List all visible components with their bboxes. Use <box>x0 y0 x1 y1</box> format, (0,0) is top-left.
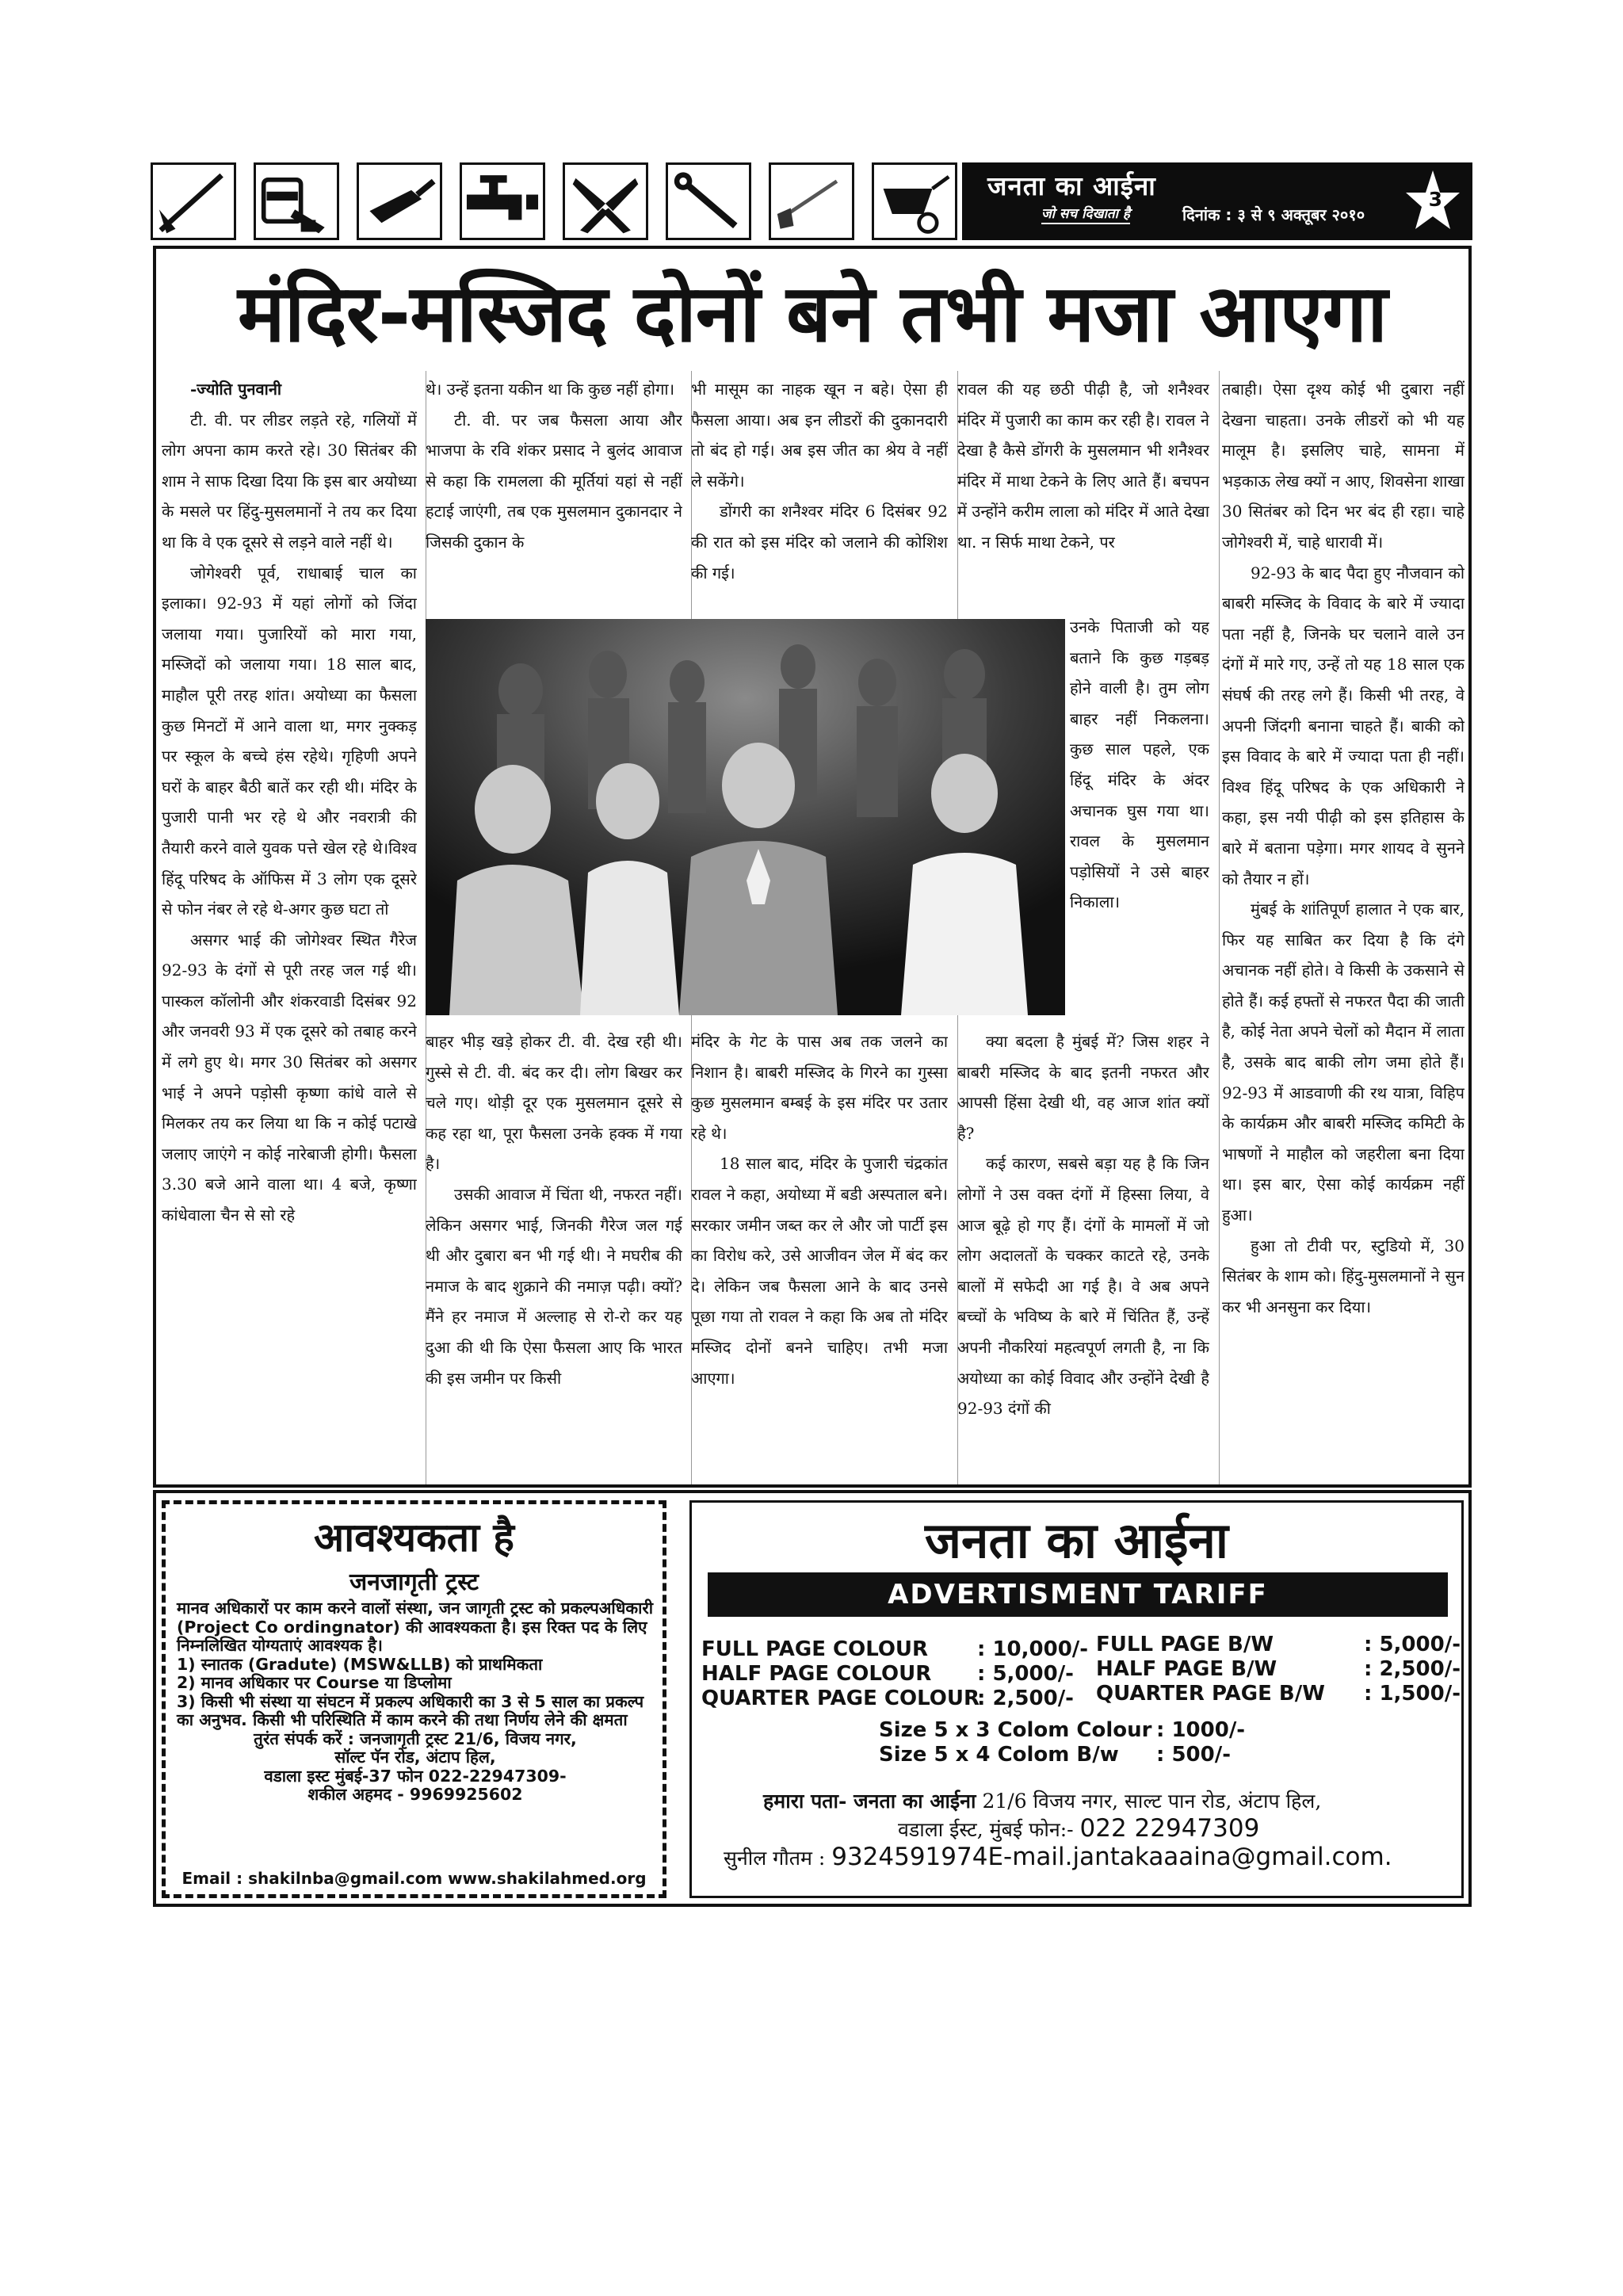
paragraph: रावल की यह छठी पीढ़ी है, जो शनैश्वर मंदिर में पुजारी का काम कर रही है। रावल ने देखा है कैसे डोंगरी के मुसलमान भी शनैश्वर मंदिर में माथा टेकने के लिए आते हैं। बचपन में उन्होंने करीम लाला को मंदिर में आते देखा था. न सिर्फ माथा टेकने, पर <box>957 380 1209 552</box>
paragraph: असगर भाई की जोगेश्वर स्थित गैरेज 92-93 के दंगों से पूरी तरह जल गई थी। पास्कल कॉलोनी और शंकरवाडी दिसंबर 92 और जनवरी 93 में एक दूसरे को तबाह करने में लगे हुए थे। मगर 30 सितंबर को असगर भाई ने अपने पड़ोसी कृष्णा कांधे वाले से मिलकर तय कर लिया था कि न कोई पटाखे जलाए जाएंगे न कोई नारेबाजी होगी। फैसला 3.30 बजे आने वाला था। 4 बजे, कृष्णा कांधेवाला चैन से सो रहे <box>162 930 417 1225</box>
paragraph: भी मासूम का नाहक खून न बहे। ऐसा ही फैसला आया। अब इन लीडरों की दुकानदारी तो बंद हो गई। अब इस जीत का श्रेय वे नहीं ले सकेंगे। <box>691 380 948 491</box>
tariff-row <box>701 1662 1098 1687</box>
tariff-address <box>724 1788 1437 1872</box>
paragraph: टी. वी. पर लीडर लड़ते रहे, गलियों में लोग अपना काम करते रहे। 30 सितंबर की शाम ने साफ दिखा दिया कि इस बार अयोध्या के मसले पर हिंदु-मुसलमानों ने तय कर दिया था कि वे एक दूसरे से लड़ने वाले नहीं थे। <box>162 410 417 552</box>
tariff-name: QUARTER PAGE B/W <box>1096 1682 1325 1706</box>
article-column-2-bottom <box>426 1026 682 1484</box>
tariff-colour-rates <box>701 1637 1098 1711</box>
tariff-row <box>879 1718 1291 1743</box>
article-column-4-bottom <box>957 1026 1209 1484</box>
vacancy-contact: वडाला इस्ट मुंबई-37 फोन 022-22947309- <box>264 1766 567 1786</box>
vacancy-email: Email : shakilnba@gmail.com www.shakilahmed.org <box>181 1869 647 1888</box>
tariff-price: : 1000/- <box>1156 1718 1246 1742</box>
tariff-name: Size 5 x 4 Colom B/w <box>879 1743 1119 1767</box>
hoe-icon <box>151 162 236 240</box>
vacancy-body <box>177 1599 654 1805</box>
vacancy-requirement: 1) स्नातक (Gradute) (MSW&LLB) को प्राथमिकता <box>177 1654 543 1674</box>
article-column-4-top <box>957 374 1209 612</box>
vacancy-requirement: 2) मानव अधिकार पर Course या डिप्लोमा <box>177 1673 452 1692</box>
vacancy-contact: तुरंत संपर्क करें : जनजागृती ट्रस्ट 21/6, विजय नगर, <box>254 1729 577 1748</box>
wheelbarrow-icon <box>872 162 957 240</box>
issue-date: दिनांक : ३ से ९ अक्तूबर २०१० <box>1182 205 1365 224</box>
byline: -ज्योति पुनवानी <box>190 380 282 399</box>
article-photo <box>426 619 1065 1015</box>
tariff-price: : 1,500/- <box>1364 1682 1461 1706</box>
article-column-3-bottom <box>691 1026 948 1484</box>
tariff-banner: ADVERTISMENT TARIFF <box>708 1572 1448 1617</box>
vacancy-title: आवश्यकता है <box>314 1515 514 1561</box>
address-text: 21/6 विजय नगर, साल्ट पान रोड, अंटाप हिल, <box>976 1790 1322 1813</box>
tariff-size-rates <box>879 1718 1291 1767</box>
tariff-name: FULL PAGE B/W <box>1096 1633 1274 1656</box>
paragraph: मंदिर के गेट के पास अब तक जलने का निशान है। बाबरी मस्जिद के गिरने का गुस्सा कुछ मुसलमान बम्बई के इस मंदिर पर उतार रहे थे। <box>691 1032 948 1143</box>
paragraph: उनके पिताजी को यह बताने कि कुछ गड़बड़ होने वाली है। तुम लोग बाहर नहीं निकलना। कुछ साल पहले, एक हिंदू मंदिर के अंदर अचानक घुस गया था। रावल के मुसलमान पड़ोसियों ने उसे बाहर निकाला। <box>1070 617 1209 912</box>
column-rule <box>1219 371 1220 1484</box>
article-column-2-top <box>426 374 682 612</box>
tariff-row <box>1096 1633 1461 1657</box>
vacancy-intro: मानव अधिकारों पर काम करने वालों संस्था, जन जागृती ट्रस्ट को प्रकल्पअधिकारी (Project Co ordingnator) की आवश्यकता है। इस रिक्त पद के लिए निम्नलिखित योग्यताएं आवश्यक है। <box>177 1599 654 1655</box>
tariff-row <box>701 1687 1098 1711</box>
brand-title: जनता का आईना <box>987 170 1156 201</box>
paragraph: बाहर भीड़ खड़े होकर टी. वी. देख रही थी। गुस्से से टी. वी. बंद कर दी। लोग बिखर कर चले गए। थोड़ी दूर एक मुसलमान दूसरे से कह रहा था, पूरा फैसला उनके हक्क में गया है। <box>426 1032 682 1174</box>
paragraph: तबाही। ऐसा दृश्य कोई भी दुबारा नहीं देखना चाहता। उनके लीडरों को भी यह मालूम है। इसलिए चाहे, सामना में भड़काऊ लेख क्यों न आए, शिवसेना शाखा 30 सितंबर को दिन भर बंद ही रहा। चाहे जोगेश्वरी में, चाहे धारावी में। <box>1222 380 1465 552</box>
article-column-5 <box>1222 374 1465 1484</box>
vacancy-contact: सॉल्ट पॅन रोड, अंटाप हिल, <box>334 1748 496 1767</box>
tariff-bw-rates <box>1096 1633 1461 1706</box>
paragraph: उसकी आवाज में चिंता थी, नफरत नहीं। लेकिन असगर भाई, जिनकी गैरेज जल गई थी और दुबारा बन भी गई थी। ने मघरीब की नमाज के बाद शुक्राने की नमाज़ पढ़ी। क्यों? मैंने हर नमाज में अल्लाह से रो-रो कर यह दुआ की थी कि ऐसा फैसला आए कि भारत की इस जमीन पर किसी <box>426 1184 682 1388</box>
contact-details: 9324591974E-mail.jantakaaaina@gmail.com. <box>831 1843 1392 1871</box>
address-line: वडाला ईस्ट, मुंबई फोन:- <box>898 1818 1080 1841</box>
tariff-name: FULL PAGE COLOUR <box>701 1637 929 1661</box>
address-label: हमारा पता- जनता का आईना <box>763 1790 976 1813</box>
tariff-name: Size 5 x 3 Colom Colour <box>879 1718 1152 1742</box>
tariff-price: : 2,500/- <box>1364 1657 1461 1681</box>
water-tap-icon <box>460 162 545 240</box>
tariff-name: HALF PAGE B/W <box>1096 1657 1277 1681</box>
wrench-icon <box>666 162 751 240</box>
tariff-row <box>701 1637 1098 1662</box>
paragraph: टी. वी. पर जब फैसला आया और भाजपा के रवि शंकर प्रसाद ने बुलंद आवाज से कहा कि रामलला की मूर्तियां यहां से नहीं हटाई जाएंगी, तब एक मुसलमान दुकानदार ने जिसकी दुकान के <box>426 410 682 552</box>
paragraph: मुंबई के शांतिपूर्ण हालात ने एक बार, फिर यह साबित कर दिया है कि दंगे अचानक नहीं होते। वे किसी के उकसाने से होते हैं। कई हफ्तों से नफरत पैदा की जाती है, कोई नेता अपने चेलों को मैदान में लाता है, उसके बाद बाकी लोग जमा होते हैं। 92-93 में आडवाणी की रथ यात्रा, विहिप के कार्यक्रम और बाबरी मस्जिद कमिटी के भाषणों ने माहौल को जहरीला बना दिया था। इस बार, ऐसा कोई कार्यक्रम नहीं हुआ। <box>1222 900 1465 1225</box>
brand-tagline: जो सच दिखाता है <box>1041 204 1130 224</box>
tariff-ad <box>689 1500 1464 1898</box>
tariff-price: : 5,000/- <box>977 1662 1074 1686</box>
tariff-price: : 10,000/- <box>977 1637 1089 1661</box>
paint-bucket-icon <box>254 162 339 240</box>
vacancy-requirement: 3) किसी भी संस्था या संघटन में प्रकल्प अधिकारी का 3 से 5 साल का प्रकल्प का अनुभव. किसी भी परिस्थिति में काम करने की तथा निर्णय लेने की क्षमता <box>177 1691 644 1729</box>
paragraph: डोंगरी का शनैश्वर मंदिर 6 दिसंबर 92 की रात को इस मंदिर को जलाने की कोशिश की गई। <box>691 502 948 583</box>
paragraph: क्या बदला है मुंबई में? जिस शहर ने बाबरी मस्जिद के बाद इतनी नफरत और आपसी हिंसा देखी थी, वह आज शांत क्यों है? <box>957 1032 1209 1143</box>
page-number: 3 <box>1428 188 1442 211</box>
paragraph: हुआ तो टीवी पर, स्टुडियो में, 30 सितंबर के शाम को। हिंदु-मुसलमानों ने सुन कर भी अनसुना कर दिया। <box>1222 1236 1465 1316</box>
tariff-price: : 5,000/- <box>1364 1633 1461 1656</box>
tariff-name: QUARTER PAGE COLOUR <box>701 1687 980 1710</box>
tariff-title: जनता का आईना <box>925 1511 1228 1569</box>
vacancy-ad <box>162 1500 666 1898</box>
vacancy-org: जनजागृती ट्रस्ट <box>349 1568 479 1596</box>
contact-name: सुनील गौतम : <box>724 1847 832 1870</box>
article-column-1 <box>162 374 417 1484</box>
phone-number: 022 22947309 <box>1079 1814 1260 1843</box>
pliers-icon <box>563 162 648 240</box>
tariff-row <box>879 1743 1291 1767</box>
tariff-row <box>1096 1682 1461 1706</box>
vacancy-contact: शकील अहमद - 9969925602 <box>307 1785 523 1804</box>
trowel-icon <box>357 162 442 240</box>
paragraph: जोगेश्वरी पूर्व, राधाबाई चाल का इलाका। 92-93 में यहां लोगों को जिंदा जलाया गया। पुजारियों को मारा गया, मस्जिदों को जलाया गया। 18 साल बाद, माहौल पूरी तरह शांत। अयोध्या का फैसला कुछ मिनटों में आने वाला था, मगर नुक्कड़ पर स्कूल के बच्चे हंस रहेथे। गृहिणी अपने घरों के बाहर बैठी बातें कर रही थी। मंदिर के पुजारी पानी भर रहे थे और नवरात्री की तैयारी करने वाले युवक पत्ते खेल रहे थे।विश्व हिंदू परिषद के ऑफिस में 3 लोग एक दूसरे से फोन नंबर ले रहे थे-अगर कुछ घटा तो <box>162 563 417 919</box>
headline: मंदिर-मस्जिद दोनों बने तभी मजा आएगा <box>238 267 1387 360</box>
paragraph: थे। उन्हें इतना यकीन था कि कुछ नहीं होगा। <box>426 380 675 399</box>
brand-box <box>962 162 1472 240</box>
paragraph: 18 साल बाद, मंदिर के पुजारी चंद्रकांत रावल ने कहा, अयोध्या में बडी अस्पताल बने। सरकार जमीन जब्त कर ले और जो पार्टी इस का विरोध करे, उसे आजीवन जेल में बंद कर दे। लेकिन जब फैसला आने के बाद उनसे पूछा गया तो रावल ने कहा कि अब तो मंदिर मस्जिद दोनों बनने चाहिए। तभी मजा आएगा। <box>691 1154 948 1388</box>
article-column-4-wrap <box>1070 612 1209 1024</box>
article-column-3-top <box>691 374 948 612</box>
paragraph: 92-93 के बाद पैदा हुए नौजवान को बाबरी मस्जिद के विवाद के बारे में ज्यादा पता नहीं है, जिनके घर चलाने वाले उन दंगों में मारे गए, उन्हें तो यह 18 साल एक संघर्ष की तरह लगे हैं। किसी भी तरह, वे अपनी जिंदगी बनाना चाहते हैं। बाकी को इस विवाद के बारे में ज्यादा पता ही नहीं। विश्व हिंदू परिषद के एक अधिकारी ने कहा, इस नयी पीढ़ी को इस इतिहास के बारे में बताना पड़ेगा। मगर शायद वे सुनने को तैयार न हों। <box>1222 563 1465 888</box>
tariff-price: : 2,500/- <box>977 1687 1074 1710</box>
masthead <box>151 162 1472 240</box>
tariff-price: : 500/- <box>1156 1743 1232 1767</box>
paragraph: कई कारण, सबसे बड़ा यह है कि जिन लोगों ने उस वक्त दंगों में हिस्सा लिया, वे आज बूढ़े हो गए हैं। दंगों के मामलों में जो लोग अदालतों के चक्कर काटते रहे, उनके बालों में सफेदी आ गई है। वे अब अपने बच्चों के भविष्य के बारे में चिंतित हैं, उन्हें अपनी नौकरियां महत्वपूर्ण लगती है, ना कि अयोध्या का कोई विवाद और उन्होंने देखी है 92-93 दंगों की <box>957 1154 1209 1419</box>
tariff-row <box>1096 1657 1461 1682</box>
tariff-name: HALF PAGE COLOUR <box>701 1662 932 1686</box>
shovel-icon <box>769 162 854 240</box>
